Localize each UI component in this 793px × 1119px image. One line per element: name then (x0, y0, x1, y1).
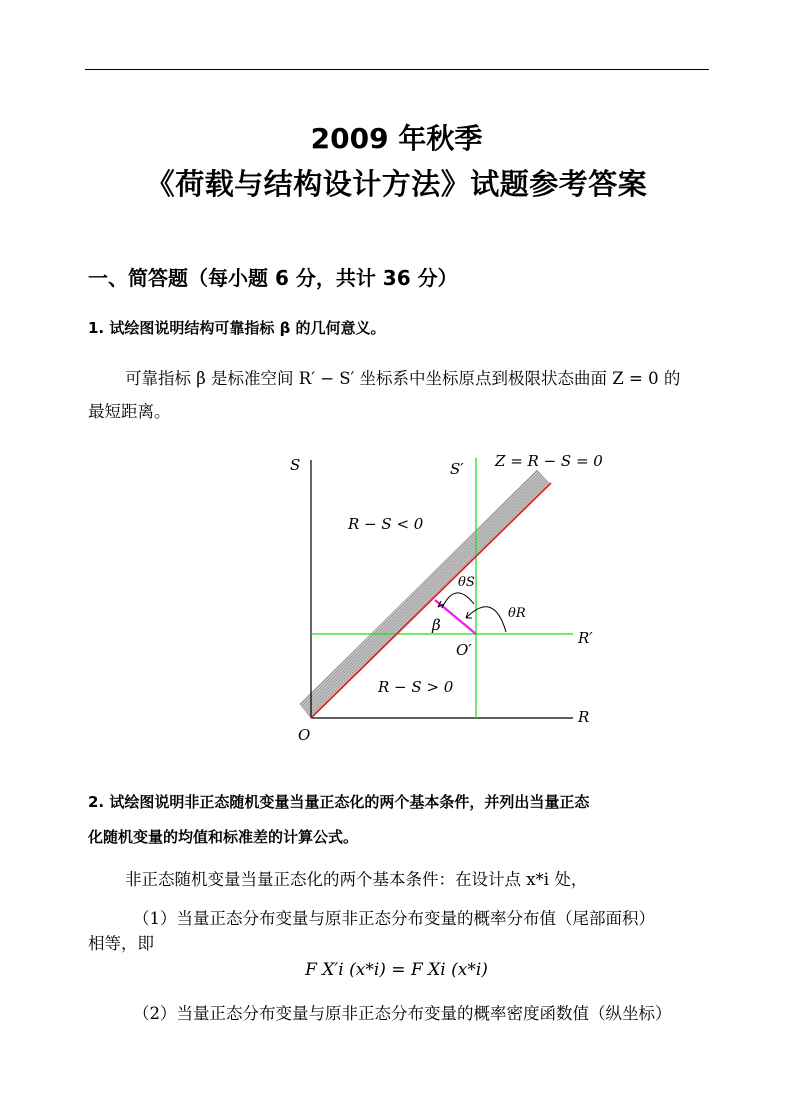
answer-2-intro: 非正态随机变量当量正态化的两个基本条件：在设计点 x*i 处， (125, 870, 588, 889)
question-2-line-1: 2. 试绘图说明非正态随机变量当量正态化的两个基本条件，并列出当量正态 (88, 793, 590, 811)
label-o-prime: O′ (456, 641, 472, 659)
equation-cdf: F X′i (x*i) = F Xi (x*i) (305, 960, 488, 980)
condition-1-line-1: （1）当量正态分布变量与原非正态分布变量的概率分布值（尾部面积） (133, 909, 655, 928)
label-region-neg: R − S < 0 (348, 515, 424, 533)
label-r: R (578, 708, 590, 726)
question-2-line-2: 化随机变量的均值和标准差的计算公式。 (88, 828, 359, 846)
title-year: 2009 年秋季 (310, 122, 483, 155)
answer-1-line-2: 最短距离。 (88, 402, 171, 421)
theta-s-arc (442, 593, 474, 608)
label-z: Z = R − S = 0 (495, 452, 603, 470)
theta-r-arc (466, 607, 506, 632)
title-course: 《荷载与结构设计方法》试题参考答案 (145, 167, 648, 201)
label-r-prime: R′ (578, 629, 593, 647)
label-s: S (290, 456, 301, 474)
label-s-prime: S′ (450, 460, 464, 478)
label-theta-s: θS (458, 575, 475, 590)
header-rule (85, 69, 709, 70)
label-beta: β (432, 616, 441, 634)
condition-2-line-1: （2）当量正态分布变量与原非正态分布变量的概率密度函数值（纵坐标） (133, 1004, 672, 1023)
label-theta-r: θR (508, 606, 526, 621)
question-1: 1. 试绘图说明结构可靠指标 β 的几何意义。 (88, 319, 386, 337)
answer-1-line-1: 可靠指标 β 是标准空间 R′ − S′ 坐标系中坐标原点到极限状态曲面 Z = 0 的 (125, 369, 681, 388)
section-heading: 一、简答题（每小题 6 分，共计 36 分） (88, 266, 458, 290)
condition-1-line-2: 相等，即 (88, 934, 154, 953)
label-region-pos: R − S > 0 (378, 678, 454, 696)
label-o: O (298, 726, 311, 744)
reliability-index-figure (280, 440, 610, 750)
